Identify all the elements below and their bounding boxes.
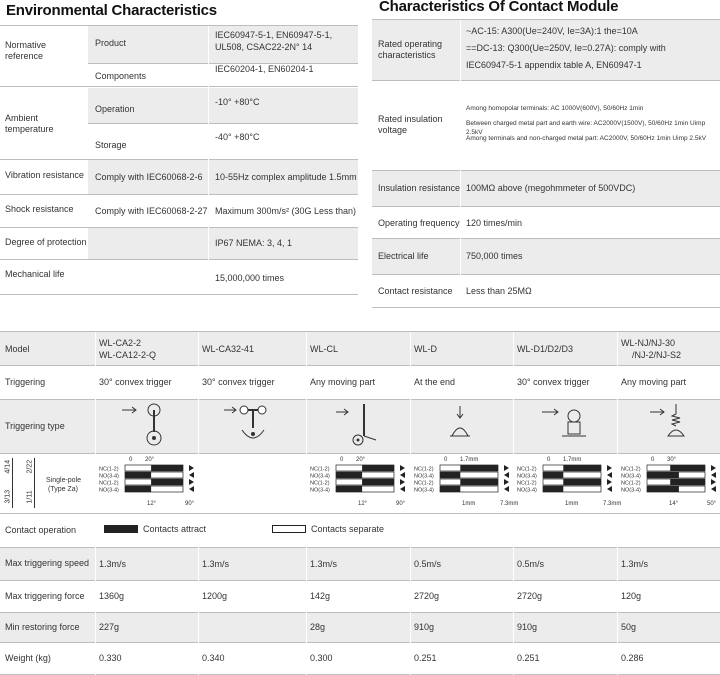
triggering-value: Any moving part <box>310 377 376 387</box>
single-pole-type: (Type Za) <box>48 486 78 493</box>
contact-op-label: Contact operation <box>5 525 77 535</box>
diagram-row-label: NC(1-2) <box>99 480 119 487</box>
rated-ins-line3: Among terminals and non-charged metal part: AC2000V, 50/60Hz 1min Uimp 2.5kV <box>466 135 707 142</box>
contact-res-label: Contact resistance <box>378 286 453 296</box>
restoring-value: 910g <box>414 622 435 632</box>
env-title: Environmental Characteristics <box>6 2 217 19</box>
diagram-row-label: NC(1-2) <box>414 466 434 473</box>
elec-life-value: 750,000 times <box>466 251 523 261</box>
ambient-label: Ambient temperature <box>5 113 54 134</box>
diagram-attract-segment <box>151 479 183 485</box>
diagram-row-label: NO(3-4) <box>621 473 641 480</box>
diagram-top-label: 0 <box>340 457 344 463</box>
diagram-bottom-label: 7.3mm <box>603 501 622 507</box>
model-name: WL-D1/D2/D3 <box>517 344 574 354</box>
force-value: 120g <box>621 591 642 601</box>
mech-value: 15,000,000 times <box>215 273 285 283</box>
side-label: 4/14 <box>4 459 12 474</box>
diagram-bottom-label: 50° <box>707 501 717 507</box>
diagram-arrow <box>607 472 612 478</box>
diagram-row-label: NO(3-4) <box>310 487 330 494</box>
operation-label: Operation <box>95 104 135 114</box>
diagram-top-label: 1.7mm <box>563 457 582 463</box>
diagram-attract-segment <box>460 479 498 485</box>
separate-label: Contacts separate <box>311 524 385 534</box>
diagram-arrow <box>711 472 716 478</box>
diagram-attract-segment <box>151 465 183 471</box>
model-name: WL-CL <box>310 344 339 354</box>
model-name: WL-D <box>414 344 437 354</box>
diagram-attract-segment <box>543 486 563 492</box>
diagram-attract-segment <box>647 472 679 478</box>
diagram-attract-segment <box>563 479 601 485</box>
diagram-attract-segment <box>362 465 394 471</box>
diagram-attract-segment <box>647 486 679 492</box>
triggering-value: 30° convex trigger <box>202 377 275 387</box>
speed-label: Max triggering speed <box>5 558 90 568</box>
shock-std: Comply with IEC60068-2-27 <box>95 206 208 216</box>
roller-lever-icon <box>118 402 178 450</box>
diagram-attract-segment <box>440 472 460 478</box>
diagram-row-label: NC(1-2) <box>621 480 641 487</box>
restoring-value: 227g <box>99 622 120 632</box>
rated-op-label: Rated operating characteristics <box>378 39 443 60</box>
diagram-bottom-label: 12° <box>147 501 157 507</box>
diagram-attract-segment <box>336 472 362 478</box>
diagram-row-label: NC(1-2) <box>517 466 537 473</box>
vibration-std: Comply with IEC60068-2-6 <box>95 172 203 182</box>
diagram-row-label: NC(1-2) <box>414 480 434 487</box>
diagram-arrow <box>400 472 405 478</box>
protection-label: Degree of protection <box>5 237 87 247</box>
force-value: 1360g <box>99 591 125 601</box>
contact-diagrams <box>0 453 720 513</box>
model-label: Model <box>5 344 30 354</box>
diagram-row-label: NO(3-4) <box>517 487 537 494</box>
diagram-arrow <box>607 479 612 485</box>
diagram-row-label: NO(3-4) <box>621 487 641 494</box>
diagram-arrow <box>607 486 612 492</box>
diagram-row-label: NO(3-4) <box>517 473 537 480</box>
diagram-row-label: NC(1-2) <box>310 466 330 473</box>
triggering-value: Any moving part <box>621 377 687 387</box>
weight-value: 0.286 <box>621 653 644 663</box>
operation-value: -10° +80°C <box>215 97 260 107</box>
weight-value: 0.251 <box>414 653 437 663</box>
diagram-attract-segment <box>125 486 151 492</box>
triggering-value: 30° convex trigger <box>99 377 172 387</box>
diagram-bottom-label: 7.3mm <box>500 501 519 507</box>
rod-lever-icon <box>334 402 394 450</box>
mech-label: Mechanical life <box>5 269 65 279</box>
diagram-top-label: 20° <box>145 457 155 463</box>
diagram-row-label: NC(1-2) <box>99 466 119 473</box>
force-label: Max triggering force <box>5 591 85 601</box>
diagram-row-label: NO(3-4) <box>99 487 119 494</box>
triggering-value: At the end <box>414 377 456 387</box>
coil-spring-icon <box>648 402 708 450</box>
diagram-arrow <box>504 472 509 478</box>
restoring-value: 910g <box>517 622 538 632</box>
diagram-top-label: 30° <box>667 457 677 463</box>
diagram-attract-segment <box>460 465 498 471</box>
roller-plunger-icon <box>540 402 600 450</box>
vibration-label: Vibration resistance <box>5 170 84 180</box>
diagram-attract-segment <box>670 465 705 471</box>
speed-value: 1.3m/s <box>621 559 649 569</box>
contact-title: Characteristics Of Contact Module <box>379 0 619 15</box>
diagram-top-label: 0 <box>129 457 133 463</box>
diagram-row-label: NO(3-4) <box>414 473 434 480</box>
diagram-top-label: 1.7mm <box>460 457 479 463</box>
diagram-arrow <box>400 465 405 471</box>
diagram-attract-segment <box>543 472 563 478</box>
storage-label: Storage <box>95 140 127 150</box>
diagram-row-label: NO(3-4) <box>99 473 119 480</box>
rated-op-line3: IEC60947-5-1 appendix table A, EN60947-1 <box>466 60 642 70</box>
diagram-arrow <box>504 465 509 471</box>
components-value: IEC60204-1, EN60204-1 <box>215 64 314 74</box>
diagram-bottom-label: 1mm <box>565 501 579 507</box>
diagram-attract-segment <box>125 472 151 478</box>
force-value: 2720g <box>517 591 543 601</box>
model-name-2: WL-CA12-2-Q <box>99 350 157 360</box>
model-name-2: /NJ-2/NJ-S2 <box>632 350 682 360</box>
shock-value: Maximum 300m/s² (30G Less than) <box>215 206 357 216</box>
op-freq-value: 120 times/min <box>466 218 523 228</box>
speed-value: 1.3m/s <box>202 559 230 569</box>
separate-legend-swatch <box>272 525 306 533</box>
diagram-arrow <box>711 465 716 471</box>
storage-value: -40° +80°C <box>215 132 260 142</box>
diagram-arrow <box>400 486 405 492</box>
normative-label: Normative reference <box>5 40 47 61</box>
attract-label: Contacts attract <box>143 524 207 534</box>
contact-res-value: Less than 25MΩ <box>466 286 532 296</box>
weight-value: 0.330 <box>99 653 122 663</box>
speed-value: 1.3m/s <box>99 559 127 569</box>
elec-life-label: Electrical life <box>378 251 429 261</box>
diagram-row-label: NO(3-4) <box>414 487 434 494</box>
rated-ins-line1: Among homopolar terminals: AC 1000V(600V), 50/60Hz 1min <box>466 105 644 112</box>
diagram-attract-segment <box>336 486 362 492</box>
weight-value: 0.251 <box>517 653 540 663</box>
speed-value: 0.5m/s <box>414 559 442 569</box>
diagram-bottom-label: 90° <box>185 501 195 507</box>
restoring-value: 50g <box>621 622 637 632</box>
model-name: WL-NJ/NJ-30 <box>621 338 676 348</box>
product-value: IEC60947-5-1, EN60947-5-1, UL508, CSAC22-2N° 14 <box>215 30 333 52</box>
side-label: 1/11 <box>26 490 34 504</box>
restoring-value: 28g <box>310 622 326 632</box>
insulation-res-value: 100MΩ above (megohmmeter of 500VDC) <box>466 183 636 193</box>
protection-value: IP67 NEMA: 3, 4, 1 <box>215 238 293 248</box>
diagram-arrow <box>711 486 716 492</box>
diagram-arrow <box>189 472 194 478</box>
diagram-bottom-label: 14° <box>669 501 679 507</box>
diagram-top-label: 0 <box>651 457 655 463</box>
fork-roller-icon <box>222 402 282 450</box>
weight-value: 0.340 <box>202 653 225 663</box>
diagram-row-label: NC(1-2) <box>517 480 537 487</box>
diagram-bottom-label: 1mm <box>462 501 476 507</box>
diagram-top-label: 0 <box>444 457 448 463</box>
restoring-label: Min restoring force <box>5 622 80 632</box>
diagram-arrow <box>189 465 194 471</box>
side-label: 2/22 <box>26 459 34 474</box>
diagram-row-label: NC(1-2) <box>621 466 641 473</box>
force-value: 1200g <box>202 591 228 601</box>
diagram-bottom-label: 90° <box>396 501 406 507</box>
diagram-arrow <box>189 486 194 492</box>
diagram-attract-segment <box>440 486 460 492</box>
speed-value: 0.5m/s <box>517 559 545 569</box>
force-value: 142g <box>310 591 331 601</box>
insulation-res-label: Insulation resistance <box>378 183 461 193</box>
weight-value: 0.300 <box>310 653 333 663</box>
diagram-row-label: NO(3-4) <box>310 473 330 480</box>
diagram-top-label: 20° <box>356 457 366 463</box>
shock-label: Shock resistance <box>5 204 74 214</box>
diagram-attract-segment <box>362 479 394 485</box>
single-pole-label: Single-pole <box>46 477 82 484</box>
rated-ins-label: Rated insulation voltage <box>378 114 443 135</box>
op-freq-label: Operating frequency <box>378 218 460 228</box>
diagram-arrow <box>189 479 194 485</box>
rated-op-line1: ~AC-15: A300(Ue=240V, Ie=3A):1 the=10A <box>466 26 638 36</box>
weight-label: Weight (kg) <box>5 653 51 663</box>
force-value: 2720g <box>414 591 440 601</box>
vibration-value: 10-55Hz complex amplitude 1.5mm <box>215 172 357 182</box>
attract-legend-swatch <box>104 525 138 533</box>
diagram-top-label: 0 <box>547 457 551 463</box>
model-name: WL-CA2-2 <box>99 338 142 348</box>
diagram-arrow <box>607 465 612 471</box>
diagram-arrow <box>504 486 509 492</box>
diagram-attract-segment <box>563 465 601 471</box>
rated-ins-line2: Between charged metal part and earth wire: AC2000V(1500V), 50/60Hz 1min Uimp 2.5kV <box>466 120 706 136</box>
components-label: Components <box>95 71 147 81</box>
rated-op-line2: ==DC-13: Q300(Ue=250V, Ie=0.27A): comply with <box>466 43 666 53</box>
product-label: Product <box>95 38 127 48</box>
plunger-icon <box>438 402 498 450</box>
diagram-attract-segment <box>670 479 705 485</box>
diagram-arrow <box>400 479 405 485</box>
model-name: WL-CA32-41 <box>202 344 255 354</box>
speed-value: 1.3m/s <box>310 559 338 569</box>
diagram-arrow <box>504 479 509 485</box>
diagram-row-label: NC(1-2) <box>310 480 330 487</box>
diagram-bottom-label: 12° <box>358 501 368 507</box>
side-label: 3/13 <box>4 489 12 504</box>
diagram-arrow <box>711 479 716 485</box>
triggering-value: 30° convex trigger <box>517 377 590 387</box>
triggering-type-label: Triggering type <box>5 421 65 431</box>
triggering-label: Triggering <box>5 377 46 387</box>
